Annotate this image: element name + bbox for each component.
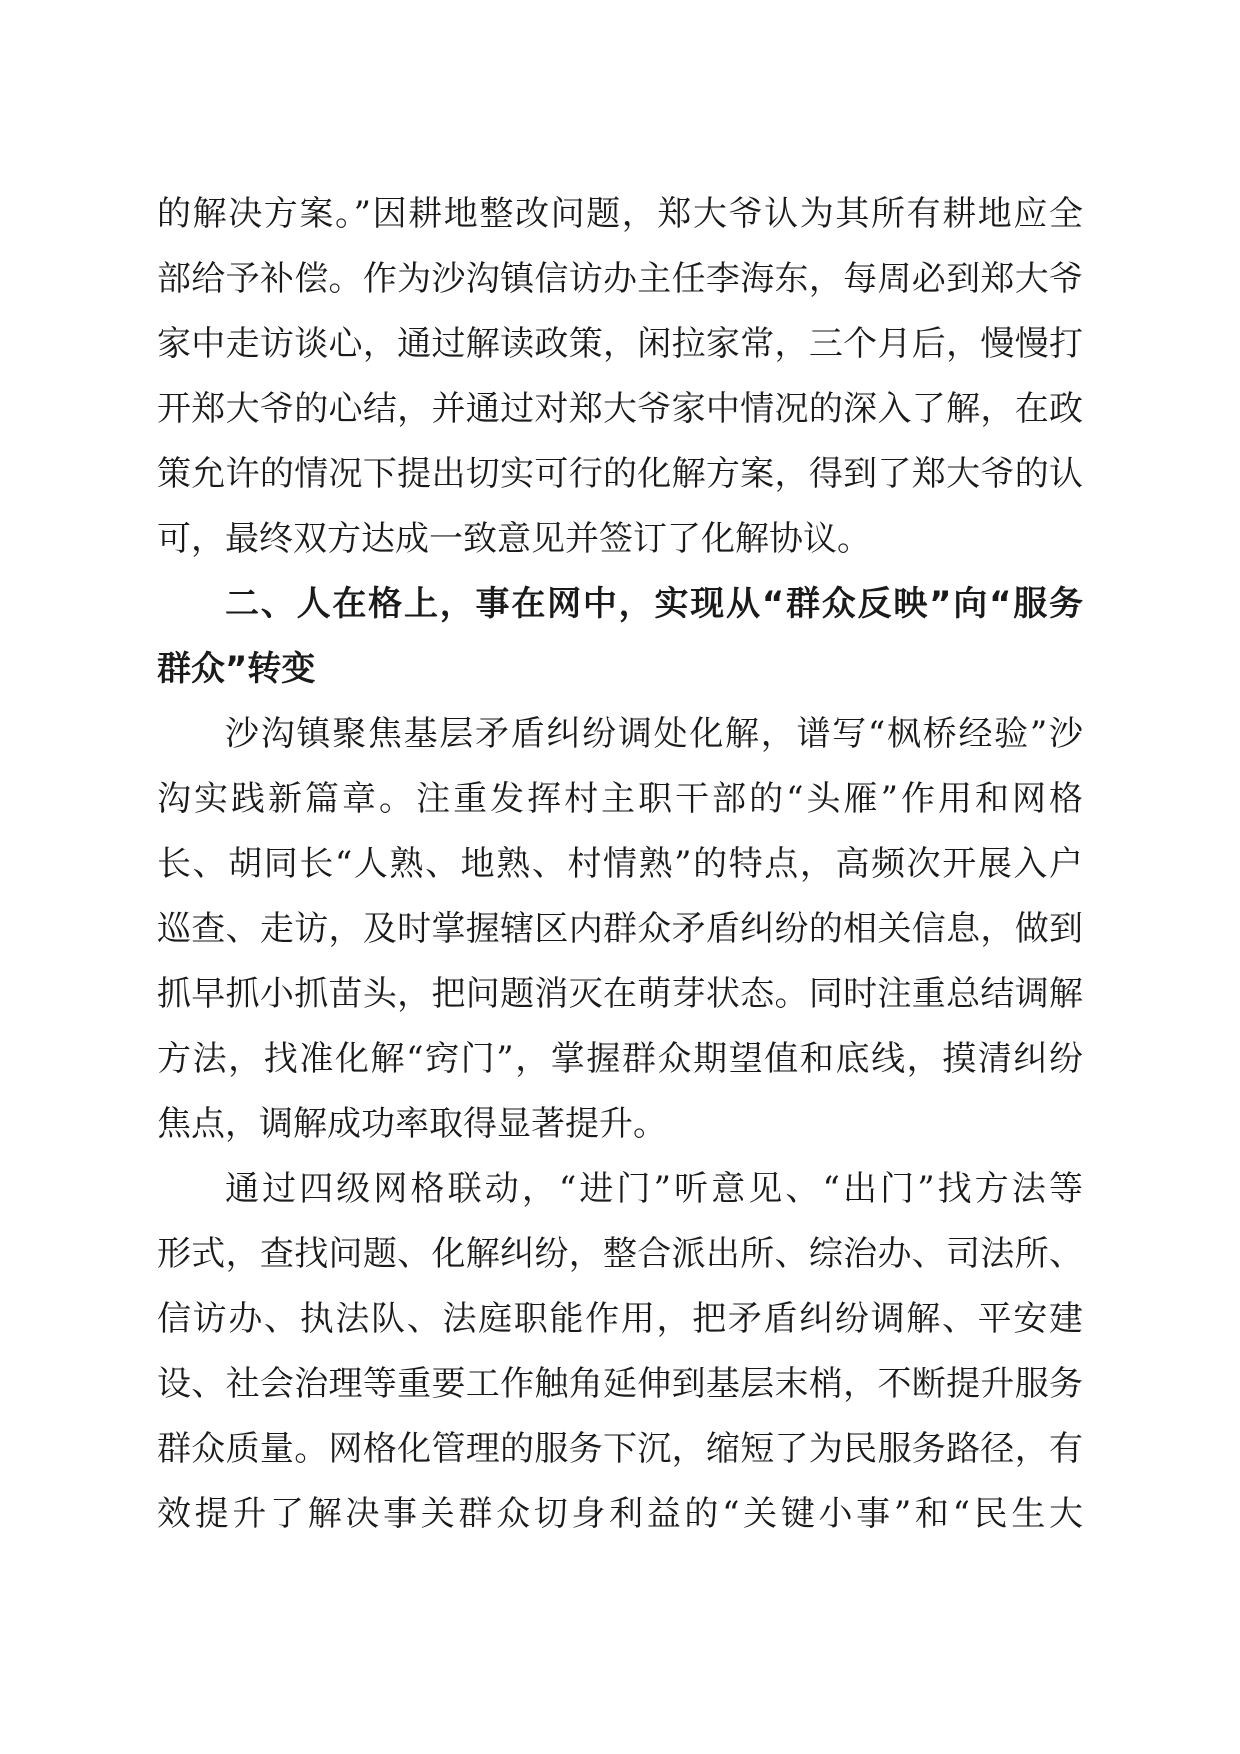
paragraph-resolution-case xyxy=(157,182,1083,572)
text-line: 焦点，调解成功率取得显著提升。 xyxy=(157,1104,667,1144)
text-line: 沟实践新篇章。注重发挥村主职干部的“头雁”作用和网格 xyxy=(157,779,1083,819)
paragraph-fengqiao-experience xyxy=(157,702,1083,1157)
text-line: 设、社会治理等重要工作触角延伸到基层末梢，不断提升服务 xyxy=(157,1364,1083,1404)
text-line: 抓早抓小抓苗头，把问题消灭在萌芽状态。同时注重总结调解 xyxy=(157,974,1083,1014)
text-line: 长、胡同长“人熟、地熟、村情熟”的特点，高频次开展入户 xyxy=(157,844,1083,884)
text-line: 家中走访谈心，通过解读政策，闲拉家常，三个月后，慢慢打 xyxy=(157,324,1083,364)
text-line: 可，最终双方达成一致意见并签订了化解协议。 xyxy=(157,519,871,559)
text-line: 通过四级网格联动，“进门”听意见、“出门”找方法等 xyxy=(225,1169,1083,1209)
text-line: 策允许的情况下提出切实可行的化解方案，得到了郑大爷的认 xyxy=(157,454,1083,494)
text-line: 效提升了解决事关群众切身利益的“关键小事”和“民生大 xyxy=(157,1494,1083,1534)
document-body xyxy=(157,182,1083,1547)
text-line: 群众质量。网格化管理的服务下沉，缩短了为民服务路径，有 xyxy=(157,1429,1083,1469)
text-line: 信访办、执法队、法庭职能作用，把矛盾纠纷调解、平安建 xyxy=(157,1299,1083,1339)
text-line: 部给予补偿。作为沙沟镇信访办主任李海东，每周必到郑大爷 xyxy=(157,259,1083,299)
heading-line: 二、人在格上，事在网中，实现从“群众反映”向“服务 xyxy=(225,584,1083,624)
heading-line: 群众”转变 xyxy=(157,649,316,689)
text-line: 的解决方案。”因耕地整改问题，郑大爷认为其所有耕地应全 xyxy=(157,194,1083,234)
paragraph-grid-linkage xyxy=(157,1157,1083,1547)
text-line: 形式，查找问题、化解纠纷，整合派出所、综治办、司法所、 xyxy=(157,1234,1083,1274)
text-line: 方法，找准化解“窍门”，掌握群众期望值和底线，摸清纠纷 xyxy=(157,1039,1083,1079)
text-line: 巡查、走访，及时掌握辖区内群众矛盾纠纷的相关信息，做到 xyxy=(157,909,1083,949)
text-line: 沙沟镇聚焦基层矛盾纠纷调处化解，谱写“枫桥经验”沙 xyxy=(225,714,1083,754)
section-heading xyxy=(157,572,1083,702)
text-line: 开郑大爷的心结，并通过对郑大爷家中情况的深入了解，在政 xyxy=(157,389,1083,429)
